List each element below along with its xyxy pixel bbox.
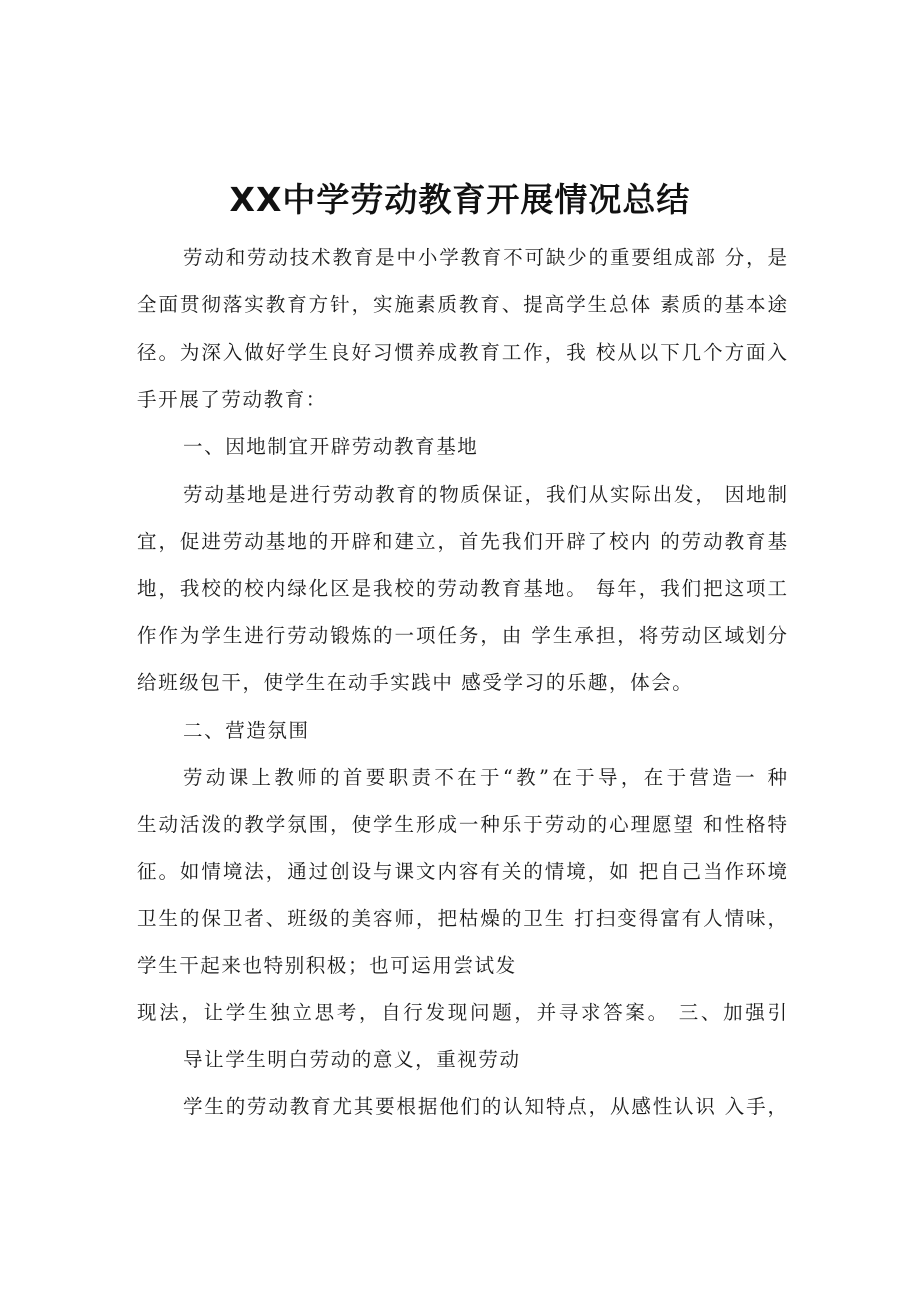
paragraph-line-11: 生动活泼的教学氛围，使学生形成一种乐于劳动的心理愿望 和性格特 [137,813,787,836]
paragraph-line-3: 径。为深入做好学生良好习惯养成教育工作，我 校从以下几个方面入 [137,341,787,364]
paragraph-line-1: 劳动和劳动技术教育是中小学教育不可缺少的重要组成部 分，是 [183,246,787,269]
section-heading-1: 一、因地制宜开辟劳动教育基地 [183,435,479,458]
paragraph-line-14: 学生干起来也特别积极；也可运用尝试发 [137,954,517,977]
paragraph-line-12: 征。如情境法，通过创设与课文内容有关的情境，如 把自己当作环境 [137,860,787,883]
paragraph-line-10: 劳动课上教师的首要职责不在于“教”在于导，在于营造一 种 [183,766,787,789]
paragraph-line-2: 全面贯彻落实教育方针，实施素质教育、提高学生总体 素质的基本途 [137,293,787,316]
section-heading-3: 导让学生明白劳动的意义，重视劳动 [183,1048,521,1071]
paragraph-line-13: 卫生的保卫者、班级的美容师，把枯燥的卫生 打扫变得富有人情味， [137,907,787,930]
section-heading-2: 二、营造氛围 [183,719,310,742]
paragraph-line-16: 学生的劳动教育尤其要根据他们的认知特点，从感性认识 入手， [183,1095,787,1118]
paragraph-line-5: 劳动基地是进行劳动教育的物质保证，我们从实际出发， 因地制 [183,483,787,506]
paragraph-line-15: 现法，让学生独立思考，自行发现问题，并寻求答案。 三、加强引 [137,1001,787,1024]
document-title: XX中学劳动教育开展情况总结 [229,180,691,219]
paragraph-line-7: 地，我校的校内绿化区是我校的劳动教育基地。 每年，我们把这项工 [137,577,787,600]
paragraph-line-4: 手开展了劳动教育： [137,388,327,411]
paragraph-line-9: 给班级包干，使学生在动手实践中 感受学习的乐趣，体会。 [137,671,694,694]
paragraph-line-8: 作作为学生进行劳动锻炼的一项任务，由 学生承担，将劳动区域划分 [137,624,787,647]
paragraph-line-6: 宜，促进劳动基地的开辟和建立，首先我们开辟了校内 的劳动教育基 [137,530,787,553]
